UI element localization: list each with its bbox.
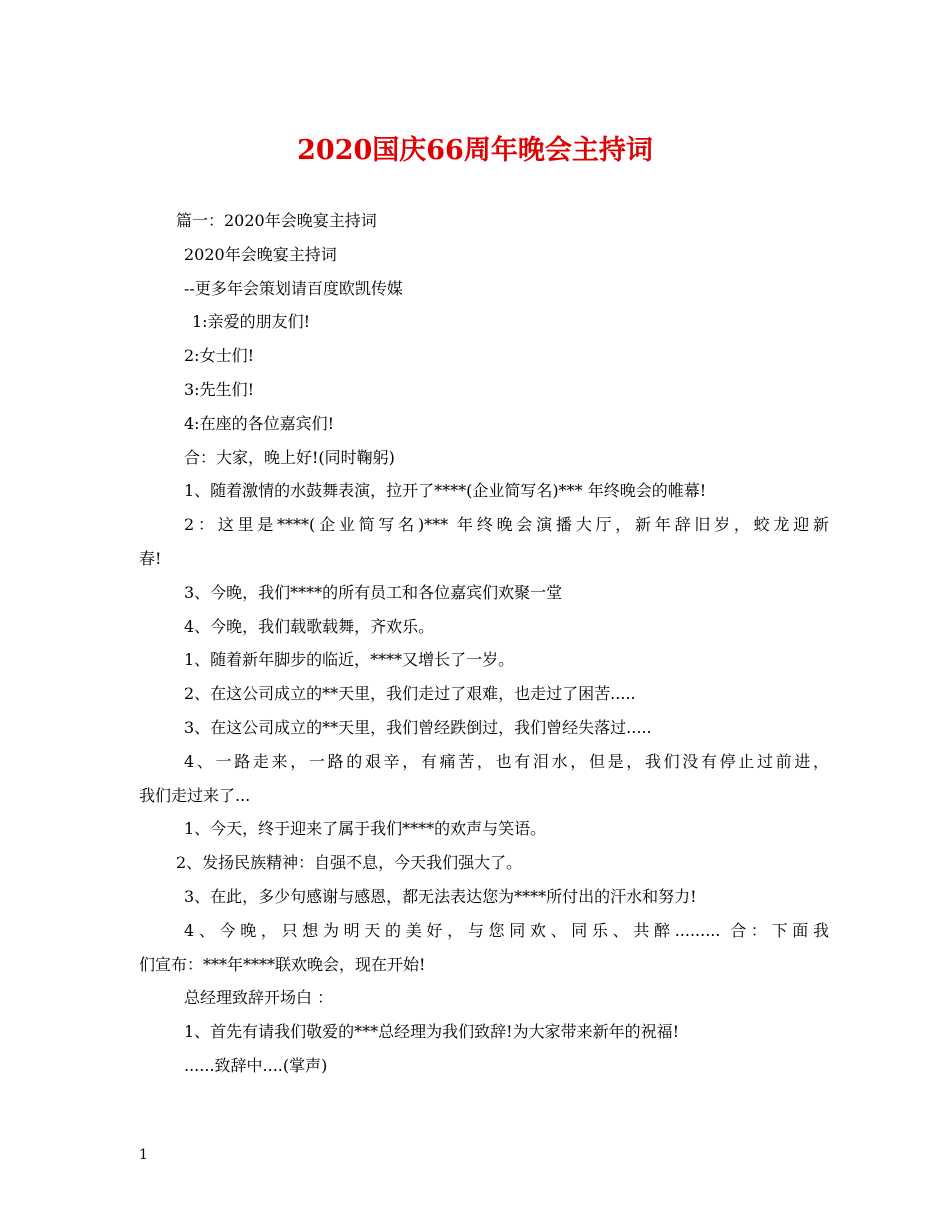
text-line: 2：这里是****(企业简写名)*** 年终晚会演播大厅，新年辞旧岁，蛟龙迎新: [184, 515, 829, 535]
text-line: 3、在此，多少句感谢与感恩，都无法表达您为****所付出的汗水和努力!: [184, 886, 697, 906]
text-line: 2、在这公司成立的**天里，我们走过了艰难，也走过了困苦.....: [184, 684, 636, 704]
text-line: 们宣布：***年****联欢晚会，现在开始!: [139, 954, 426, 974]
text-line: 春!: [139, 548, 162, 568]
text-line: 3、在这公司成立的**天里，我们曾经跌倒过，我们曾经失落过.....: [184, 717, 652, 737]
text-line: 1、随着新年脚步的临近，****又增长了一岁。: [184, 650, 515, 670]
document-body: [139, 204, 829, 1083]
text-line: 篇一：2020年会晚宴主持词: [176, 211, 377, 230]
text-line: 总经理致辞开场白 ：: [184, 988, 334, 1008]
text-line: 3、今晚，我们****的所有员工和各位嘉宾们欢聚一堂: [184, 582, 563, 602]
text-line: 1、今天，终于迎来了属于我们****的欢声与笑语。: [184, 819, 547, 839]
text-line: 3:先生们!: [184, 379, 255, 399]
text-line: 合：大家，晚上好!(同时鞠躬): [184, 447, 395, 467]
text-line: 1、随着激情的水鼓舞表演，拉开了****(企业简写名)*** 年终晚会的帷幕!: [184, 481, 707, 501]
text-line: 4:在座的各位嘉宾们!: [184, 413, 335, 433]
text-line: 1:亲爱的朋友们!: [192, 312, 311, 332]
text-line: ......致辞中....(掌声): [184, 1055, 328, 1075]
text-line: 4、一路走来，一路的艰辛，有痛苦，也有泪水，但是，我们没有停止过前进，: [184, 751, 829, 771]
text-line: 我们走过来了...: [139, 785, 251, 805]
document-title: 2020国庆66周年晚会主持词: [297, 135, 653, 166]
text-line: 1、首先有请我们敬爱的***总经理为我们致辞!为大家带来新年的祝福!: [184, 1022, 680, 1042]
page-number: 1: [139, 1147, 148, 1163]
text-line: --更多年会策划请百度欧凯传媒: [184, 278, 403, 298]
text-line: 4、今晚，我们载歌载舞，齐欢乐。: [184, 616, 435, 636]
text-line: 2:女士们!: [184, 346, 255, 366]
text-line: 4、今晚，只想为明天的美好，与您同欢、同乐、共醉......... 合：下面我: [184, 920, 829, 940]
text-line: 2020年会晚宴主持词: [184, 244, 337, 264]
text-line: 2、发扬民族精神：自强不息，今天我们强大了。: [176, 853, 523, 873]
